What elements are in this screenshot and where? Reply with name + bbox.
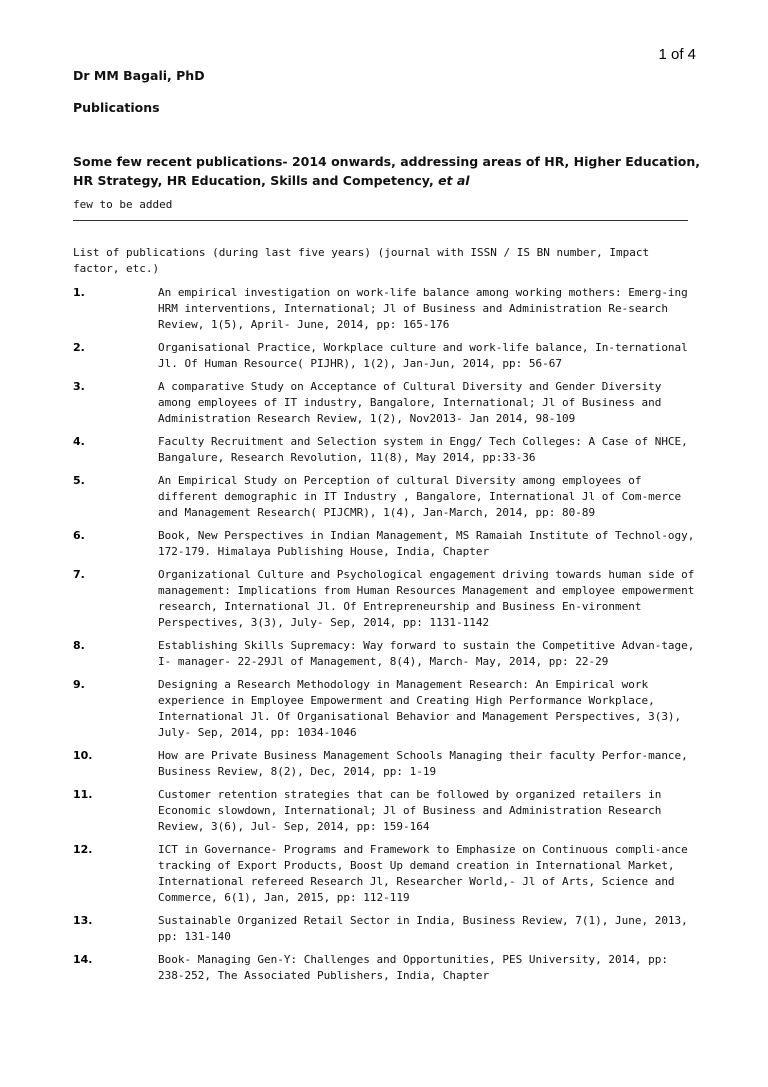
item-text: How are Private Business Management Schools Managing their faculty Perfor-mance, Business Review, 8(2), Dec, 2014, pp: 1-19 <box>158 749 688 778</box>
item-number: 2. <box>73 341 85 354</box>
list-item <box>73 567 695 631</box>
publications-heading <box>73 152 703 190</box>
note-text: few to be added <box>73 198 173 211</box>
list-item <box>73 842 695 906</box>
item-text: Customer retention strategies that can be followed by organized retailers in Economic slowdown, International; Jl of Business and Administration Research Review, 3(6), Jul- Sep, 2014, pp: 159-164 <box>158 788 662 833</box>
list-item <box>73 285 695 333</box>
publication-list <box>73 285 695 991</box>
item-text: Faculty Recruitment and Selection system in Engg/ Tech Colleges: A Case of NHCE, Bangalure, Research Revolution, 11(8), May 2014, pp:33-36 <box>158 435 688 464</box>
list-item <box>73 528 695 560</box>
item-text: ICT in Governance- Programs and Framework to Emphasize on Continuous compli-ance tracking of Export Products, Boost Up demand creation in International Market, International refereed Research Jl, Researcher World,- Jl of Arts, Science and Commerce, 6(1), Jan, 2015, pp: 112-119 <box>158 843 688 904</box>
horizontal-rule <box>73 220 688 221</box>
item-text: Organisational Practice, Workplace culture and work-life balance, In-ternational Jl. Of Human Resource( PIJHR), 1(2), Jan-Jun, 2014, pp: 56-67 <box>158 341 688 370</box>
item-text: Sustainable Organized Retail Sector in India, Business Review, 7(1), June, 2013, pp: 131-140 <box>158 914 688 943</box>
item-number: 4. <box>73 435 85 448</box>
item-number: 9. <box>73 678 85 691</box>
item-text: A comparative Study on Acceptance of Cultural Diversity and Gender Diversity among employees of IT industry, Bangalore, International; Jl of Business and Administration Research Review, 1(2), Nov2013- Jan 2014, 98-109 <box>158 380 662 425</box>
item-number: 5. <box>73 474 85 487</box>
list-item <box>73 787 695 835</box>
item-number: 13. <box>73 914 93 927</box>
item-number: 7. <box>73 568 85 581</box>
list-item <box>73 379 695 427</box>
list-item <box>73 913 695 945</box>
item-number: 8. <box>73 639 85 652</box>
heading-main-text: Some few recent publications- 2014 onwards, addressing areas of HR, Higher Education, HR Strategy, HR Education, Skills and Competency, <box>73 154 700 188</box>
list-item <box>73 434 695 466</box>
item-text: Establishing Skills Supremacy: Way forward to sustain the Competitive Advan-tage, I- manager- 22-29Jl of Management, 8(4), March- May, 2014, pp: 22-29 <box>158 639 695 668</box>
item-text: Organizational Culture and Psychological engagement driving towards human side of management: Implications from Human Resources Management and employee empowerment research, International Jl. Of Entrepreneurship and Business En-vironment Perspectives, 3(3), July- Sep, 2014, pp: 1131-1142 <box>158 568 695 629</box>
item-number: 11. <box>73 788 93 801</box>
item-number: 1. <box>73 286 85 299</box>
heading-italic-text: et al <box>438 173 470 188</box>
item-number: 14. <box>73 953 93 966</box>
list-item <box>73 677 695 741</box>
list-intro: List of publications (during last five years) (journal with ISSN / IS BN number, Impact factor, etc.) <box>73 246 650 275</box>
item-text: Book, New Perspectives in Indian Management, MS Ramaiah Institute of Technol-ogy, 172-179. Himalaya Publishing House, India, Chapter <box>158 529 695 558</box>
item-text: An empirical investigation on work-life balance among working mothers: Emerg-ing HRM interventions, International; Jl of Business and Administration Re-search Review, 1(5), April- June, 2014, pp: 165-176 <box>158 286 688 331</box>
item-number: 3. <box>73 380 85 393</box>
list-item <box>73 952 695 984</box>
item-number: 12. <box>73 843 93 856</box>
author-name: Dr MM Bagali, PhD <box>73 68 205 83</box>
section-title: Publications <box>73 100 160 115</box>
item-text: Book- Managing Gen-Y: Challenges and Opportunities, PES University, 2014, pp: 238-252, The Associated Publishers, India, Chapter <box>158 953 668 982</box>
list-item <box>73 748 695 780</box>
item-number: 6. <box>73 529 85 542</box>
item-text: Designing a Research Methodology in Management Research: An Empirical work experience in Employee Empowerment and Creating High Performance Workplace, International Jl. Of Organisational Behavior and Management Perspectives, 3(3), July- Sep, 2014, pp: 1034-1046 <box>158 678 682 739</box>
list-item <box>73 473 695 521</box>
page-number: 1 of 4 <box>658 46 696 63</box>
item-text: An Empirical Study on Perception of cultural Diversity among employees of different demographic in IT Industry , Bangalore, International Jl of Com-merce and Management Research( PIJCMR), 1(4), Jan-March, 2014, pp: 80-89 <box>158 474 682 519</box>
item-number: 10. <box>73 749 93 762</box>
list-item <box>73 638 695 670</box>
list-item <box>73 340 695 372</box>
